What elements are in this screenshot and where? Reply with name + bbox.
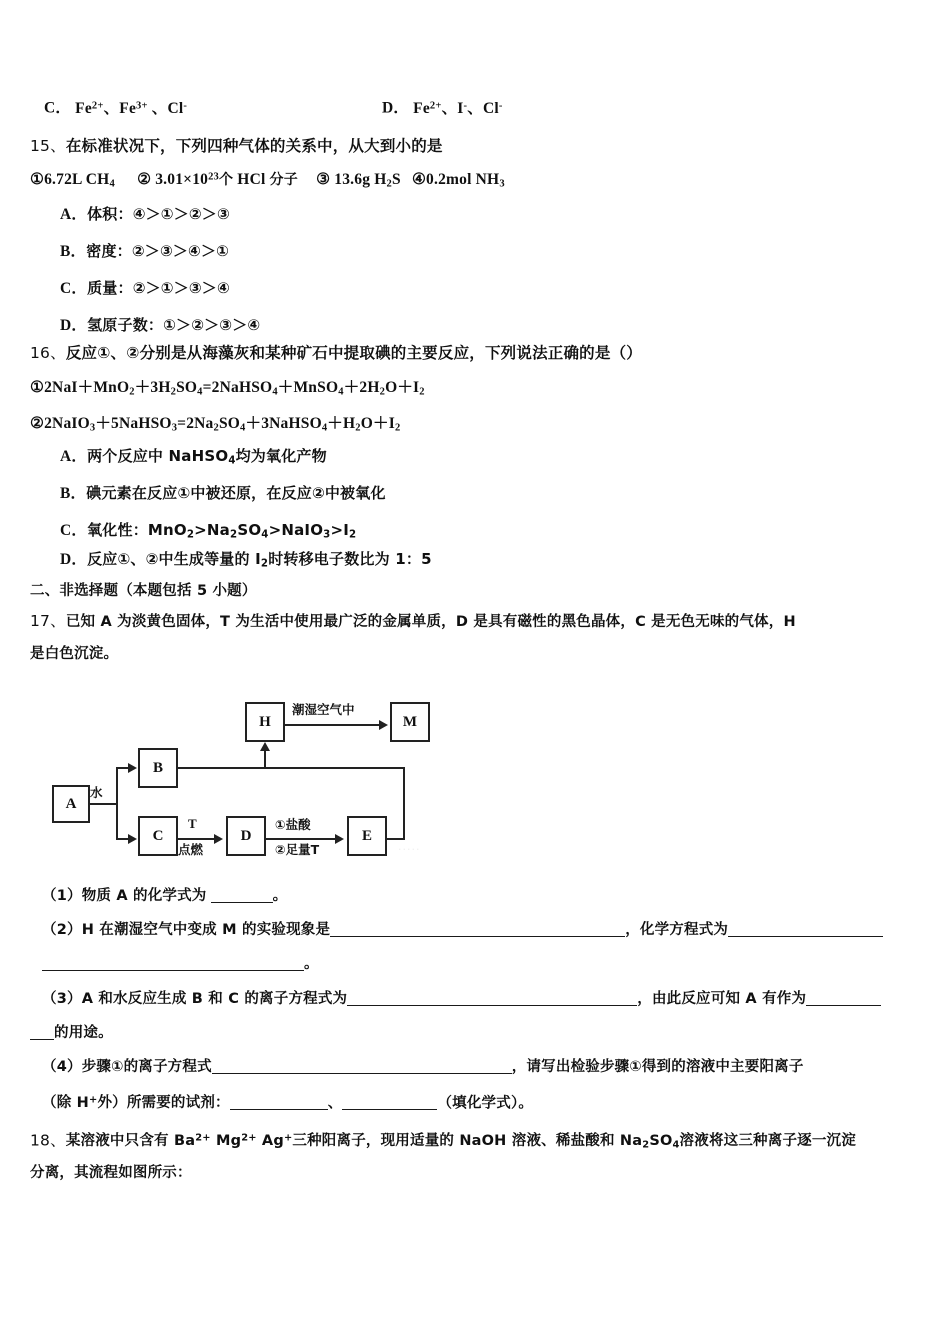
arrow-to-b-icon: [128, 763, 137, 773]
q17-sub4-blank-2[interactable]: [230, 1109, 328, 1110]
q14-option-d-label: D．: [382, 99, 410, 117]
q17-stem-text-1: 已知 A 为淡黄色固体，T 为生活中使用最广泛的金属单质，D 是具有磁性的黑色晶体，C 是无色无味的气体，H: [65, 614, 796, 630]
q17-sub2-blank-3[interactable]: [42, 970, 304, 971]
diagram-node-C: [138, 816, 178, 856]
q17-sub2-blank-1[interactable]: [330, 936, 625, 937]
edge-a-to-split: [90, 803, 118, 805]
q17-sub2-blank-2[interactable]: [728, 936, 883, 937]
edge-h-to-m: [285, 724, 380, 726]
q17-sub3-blank-3[interactable]: [30, 1039, 54, 1040]
q17-sub3-prefix: （3）A 和水反应生成 B 和 C 的离子方程式为: [42, 991, 348, 1007]
arrow-h-to-m-icon: [379, 720, 388, 730]
q17-sub2-prefix: （2）H 在潮湿空气中变成 M 的实验现象是: [42, 922, 331, 938]
arrow-to-c-icon: [128, 834, 137, 844]
q15-stem: [30, 136, 443, 157]
q16-option-d-label: D．: [60, 551, 88, 568]
q16-option-c-text: 氧化性：$MnO_2>Na_2SO_4>NaIO_3>I_2$: [87, 521, 357, 541]
q16-option-a-text: 两个反应中 NaHSO$_4$均为氧化产物: [87, 447, 327, 467]
q17-sub1-blank[interactable]: [211, 902, 273, 903]
q17-sub4-mid: ，请写出检验步骤①得到的溶液中主要阳离子: [511, 1059, 804, 1075]
edge-split-vertical: [116, 767, 118, 840]
q15-option-d: [60, 315, 260, 336]
q17-sub1-suffix: 。: [272, 888, 288, 904]
q18-stem-text-1: 某溶液中只含有 $Ba^{2+}$ $Mg^{2+}$ Ag+三种阳离子，现用适量的 NaOH 溶液、稀盐酸和 $Na_2SO_4$溶液将这三种离子逐一沉淀: [65, 1133, 856, 1151]
q16-option-b: [60, 483, 386, 504]
q15-option-a-text: 体积：④＞①＞②＞③: [87, 205, 230, 223]
q16-option-b-label: B．: [60, 485, 87, 502]
diagram-node-D-label: D: [240, 827, 252, 844]
q17-sub2-line2-suffix: 。: [304, 956, 319, 972]
section-2-heading: [30, 581, 257, 601]
q17-sub4-blank-3[interactable]: [342, 1109, 437, 1110]
q18-stem-line2: [30, 1163, 192, 1183]
edge-b-to-junction: [178, 767, 405, 769]
q17-sub4-line2-prefix: （除 H+外）所需要的试剂：: [42, 1095, 230, 1112]
q17-flow-diagram: [30, 688, 460, 868]
q16-option-a: [60, 446, 327, 472]
diagram-label-water: 水: [90, 785, 103, 800]
q17-sub4-line2: [42, 1091, 533, 1113]
q15-option-a-label: A．: [60, 206, 88, 223]
diagram-node-D: [226, 816, 266, 856]
q16-option-d: [60, 549, 432, 575]
q16-option-b-text: 碘元素在反应①中被还原，在反应②中被氧化: [86, 484, 386, 502]
q14-option-c-text: $Fe^{2+}$、$Fe^{3+}$ 、Cl-: [71, 99, 188, 117]
diagram-node-M: [390, 702, 430, 742]
q15-option-d-text: 氢原子数：①＞②＞③＞④: [87, 316, 261, 334]
q15-option-c: [60, 278, 230, 299]
diagram-node-H: [245, 702, 285, 742]
q15-item-4: ④0.2mol $NH_3$: [411, 170, 505, 190]
diagram-node-A: [52, 785, 90, 823]
diagram-label-hydrochloric-acid: ①盐酸: [275, 817, 311, 832]
q15-item-2: ② $3.01\times 10^{23}$个 HCl 分子: [137, 170, 298, 188]
q18-stem-text-2: 分离，其流程如图所示：: [30, 1165, 192, 1181]
q17-sub3-blank-2[interactable]: [806, 1005, 881, 1006]
q17-stem-text-2: 是白色沉淀。: [30, 646, 119, 662]
q15-option-d-label: D．: [60, 317, 88, 334]
q17-sub3-blank-1[interactable]: [347, 1005, 637, 1006]
q15-option-a: [60, 204, 230, 225]
q15-items: [30, 167, 505, 194]
q14-option-d: [382, 96, 503, 119]
q17-sub1-prefix: （1）物质 A 的化学式为: [42, 888, 207, 904]
q16-option-a-label: A．: [60, 448, 88, 465]
q18-stem-line1: [30, 1129, 856, 1156]
q17-stem-line2: [30, 644, 118, 664]
diagram-label-moist-air: 潮湿空气中: [292, 702, 355, 717]
q15-option-c-label: C．: [60, 280, 88, 297]
diagram-label-excess-T: ②足量T: [275, 842, 320, 857]
arrow-to-h-icon: [260, 742, 270, 751]
q15-stem-text: 在标准状况下，下列四种气体的关系中，从大到小的是: [65, 137, 443, 155]
q17-stem-line1: [30, 611, 796, 632]
q17-sub4-line2-mid: 、: [327, 1095, 343, 1112]
q17-sub4-prefix: （4）步骤①的离子方程式: [42, 1059, 212, 1075]
section-2-heading-text: 二、非选择题（本题包括 5 小题）: [30, 583, 257, 599]
q17-number: 17、: [30, 612, 66, 630]
diagram-node-H-label: H: [259, 713, 271, 730]
q15-option-b-text: 密度：②＞③＞④＞①: [86, 242, 230, 260]
q16-equation-1: $①2NaI+MnO_2+3H_2SO_4=2NaHSO_4+MnSO_4+2H_2O+I_2$: [30, 379, 425, 398]
q16-stem-text: 反应①、②分别是从海藻灰和某种矿石中提取碘的主要反应，下列说法正确的是（）: [65, 344, 642, 362]
edge-e-up: [403, 767, 405, 840]
diagram-label-T: T: [188, 816, 197, 831]
q14-option-c-label: C．: [44, 99, 72, 117]
diagram-node-E-label: E: [361, 827, 372, 844]
q15-number: 15、: [30, 137, 66, 155]
page-watermark: ·····: [398, 843, 421, 856]
diagram-node-B: [138, 748, 178, 788]
q15-option-c-text: 质量：②＞①＞③＞④: [87, 279, 230, 297]
arrow-d-to-e-icon: [335, 834, 344, 844]
q14-option-d-text: $Fe^{2+}$、I-、Cl-: [409, 99, 503, 117]
q17-sub4-line2-suffix: （填化学式）。: [437, 1095, 534, 1112]
q17-sub4-line1: [42, 1057, 804, 1077]
q15-item-3: ③ 13.6g $H_2S$: [316, 170, 401, 190]
q17-sub2-line1: [42, 920, 883, 940]
q15-option-b-label: B．: [60, 243, 87, 260]
q17-sub2-mid: ，化学方程式为: [625, 922, 729, 938]
q17-sub3-line1: [42, 989, 881, 1009]
diagram-label-ignite: 点燃: [178, 842, 204, 857]
diagram-node-A-label: A: [65, 795, 77, 812]
q18-number: 18、: [30, 1131, 66, 1150]
diagram-node-B-label: B: [152, 759, 163, 776]
q16-number: 16、: [30, 344, 66, 362]
diagram-node-C-label: C: [152, 827, 164, 844]
diagram-node-M-label: M: [402, 713, 418, 730]
q16-option-c: [60, 520, 356, 546]
edge-junction-to-h: [264, 750, 266, 769]
q16-stem: [30, 343, 642, 364]
q17-sub3-line2-suffix: 的用途。: [54, 1025, 113, 1041]
q16-equation-2: $②2NaIO_3+5NaHSO_3=2Na_2SO_4+3NaHSO_4+H_2O+I_2$: [30, 415, 401, 434]
arrow-c-to-d-icon: [214, 834, 223, 844]
q17-sub3-line2: [30, 1023, 113, 1043]
diagram-node-E: [347, 816, 387, 856]
q17-sub3-mid: ，由此反应可知 A 有作为: [637, 991, 807, 1007]
q14-option-c: [44, 96, 187, 119]
q16-option-d-text: 反应①、②中生成等量的 $I_2$时转移电子数比为 1：5: [87, 550, 432, 570]
q16-option-c-label: C．: [60, 522, 88, 539]
q17-sub1: [42, 886, 287, 906]
q17-sub2-line2: [42, 954, 319, 974]
q17-sub4-blank-1[interactable]: [212, 1073, 512, 1074]
q15-option-b: [60, 241, 229, 262]
q15-item-1: ①6.72L $CH_4$: [30, 170, 115, 190]
